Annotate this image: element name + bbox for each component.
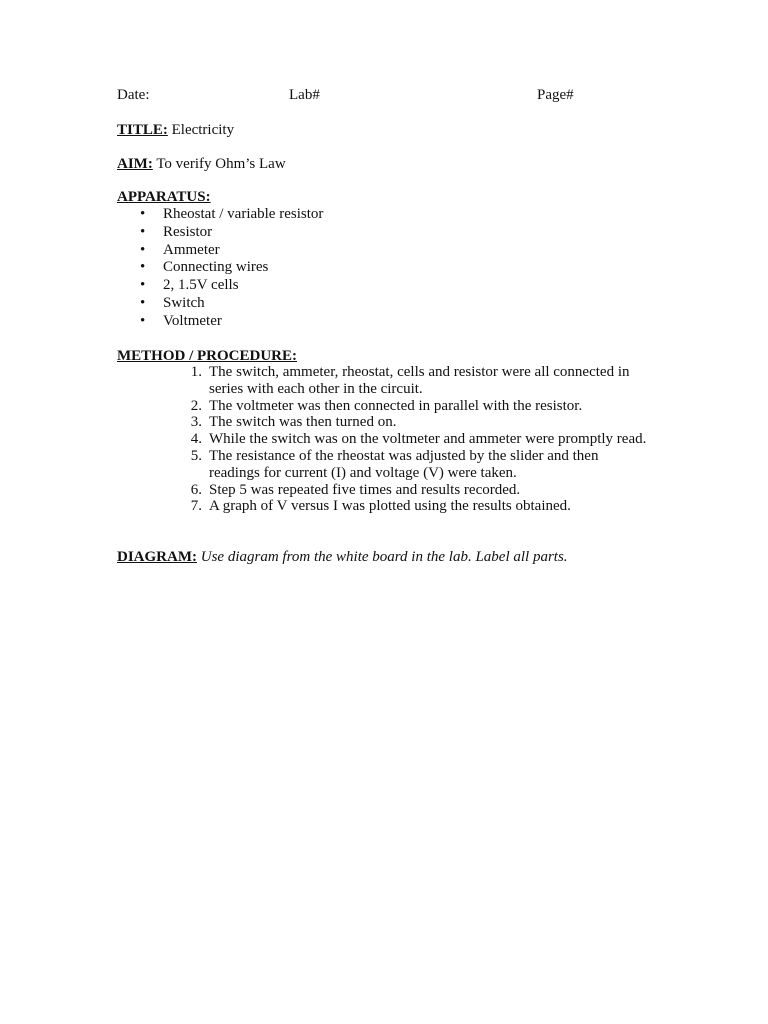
step-number: 4. <box>190 431 202 448</box>
apparatus-item: Switch <box>163 294 205 311</box>
list-item <box>117 295 323 313</box>
apparatus-heading <box>117 188 211 206</box>
step-text: The resistance of the rheostat was adjusted by the slider and then readings for current (I) and voltage (V) were taken. <box>209 447 599 481</box>
diagram-label: DIAGRAM: <box>117 549 197 565</box>
diagram-instructions: Use diagram from the white board in the lab. Label all parts. <box>200 549 568 565</box>
aim-label: AIM: <box>117 156 153 172</box>
diagram-line <box>117 548 568 566</box>
list-item <box>117 224 323 242</box>
apparatus-item: Resistor <box>163 223 213 240</box>
bullet-icon: • <box>140 277 146 294</box>
method-step <box>180 414 650 431</box>
step-text: While the switch was on the voltmeter and ammeter were promptly read. <box>209 431 647 448</box>
list-item <box>117 313 323 331</box>
lab-label: Lab# <box>289 87 320 103</box>
method-label: METHOD / PROCEDURE: <box>117 348 297 364</box>
method-step <box>180 398 650 415</box>
title-label: TITLE: <box>117 122 168 138</box>
step-text: The switch, ammeter, rheostat, cells and resistor were all connected in series with each other in the circuit. <box>209 364 630 397</box>
method-step <box>180 498 650 515</box>
aim-value: To verify Ohm’s Law <box>156 156 286 172</box>
step-text: The switch was then turned on. <box>209 414 397 431</box>
apparatus-label: APPARATUS: <box>117 189 211 205</box>
method-step <box>180 448 650 482</box>
apparatus-item: Connecting wires <box>163 259 269 276</box>
apparatus-item: Voltmeter <box>163 312 222 329</box>
title-value: Electricity <box>171 122 235 138</box>
apparatus-item: Rheostat / variable resistor <box>163 206 324 222</box>
method-step <box>180 482 650 499</box>
step-text: A graph of V versus I was plotted using the results obtained. <box>209 498 571 515</box>
aim-line <box>117 155 286 173</box>
bullet-icon: • <box>140 259 146 276</box>
date-label: Date: <box>117 87 150 103</box>
bullet-icon: • <box>140 206 146 222</box>
list-item <box>117 242 323 260</box>
step-number: 1. <box>190 364 202 380</box>
bullet-icon: • <box>140 241 146 258</box>
method-steps-list <box>180 364 650 515</box>
step-number: 6. <box>190 481 202 498</box>
list-item <box>117 259 323 277</box>
apparatus-list <box>117 206 323 331</box>
title-line <box>117 121 234 139</box>
step-number: 3. <box>190 414 202 431</box>
list-item <box>117 277 323 295</box>
method-heading <box>117 347 297 365</box>
step-text: The voltmeter was then connected in parallel with the resistor. <box>209 397 583 414</box>
step-number: 7. <box>190 498 202 515</box>
method-step <box>180 431 650 448</box>
page-label: Page# <box>537 87 574 103</box>
list-item <box>117 206 323 224</box>
bullet-icon: • <box>140 223 146 240</box>
method-step <box>180 364 650 398</box>
bullet-icon: • <box>140 294 146 311</box>
step-text: Step 5 was repeated five times and results recorded. <box>209 481 521 498</box>
bullet-icon: • <box>140 312 146 329</box>
step-number: 5. <box>190 447 202 464</box>
apparatus-item: Ammeter <box>163 241 220 258</box>
step-number: 2. <box>190 397 202 414</box>
header-row <box>117 87 717 107</box>
apparatus-item: 2, 1.5V cells <box>163 277 239 294</box>
